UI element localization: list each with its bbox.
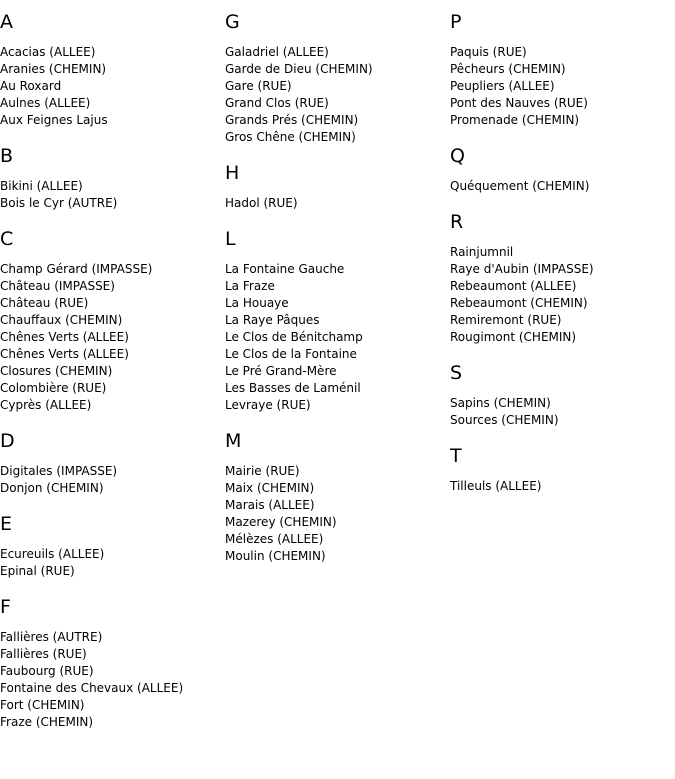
street-item: Digitales (IMPASSE) [0,464,118,478]
street-item: Le Clos de la Fontaine [225,347,357,361]
letter-heading: G [225,11,240,33]
street-item: Cyprès (ALLEE) [0,398,92,412]
letter-section [225,227,445,414]
letter-section [0,227,220,414]
letter-heading: F [0,596,11,618]
street-item: Le Pré Grand-Mère [225,364,337,378]
street-item: Fort (CHEMIN) [0,698,85,712]
street-list [225,195,445,212]
street-item: Raye d'Aubin (IMPASSE) [450,262,594,276]
letter-section [0,595,220,731]
street-item: Rebeaumont (CHEMIN) [450,296,588,310]
street-item: Pêcheurs (CHEMIN) [450,62,566,76]
street-item: Quéquement (CHEMIN) [450,179,590,193]
letter-section [450,444,670,495]
street-list [225,261,445,414]
street-item: La Fraze [225,279,275,293]
letter-heading: T [450,445,462,467]
street-item: Garde de Dieu (CHEMIN) [225,62,373,76]
index-column [450,10,670,510]
street-item: Rainjumnil [450,245,514,259]
street-item: Epinal (RUE) [0,564,75,578]
street-item: Maix (CHEMIN) [225,481,315,495]
street-item: Les Basses de Laménil [225,381,361,395]
street-item: Bois le Cyr (AUTRE) [0,196,118,210]
letter-section [450,361,670,429]
street-item: Galadriel (ALLEE) [225,45,329,59]
street-item: Ecureuils (ALLEE) [0,547,105,561]
letter-heading: H [225,162,240,184]
street-item: Chauffaux (CHEMIN) [0,313,123,327]
street-item: Promenade (CHEMIN) [450,113,580,127]
street-item: Aranies (CHEMIN) [0,62,107,76]
letter-section [450,10,670,129]
street-item: Rougimont (CHEMIN) [450,330,577,344]
street-item: Mazerey (CHEMIN) [225,515,337,529]
street-item: Fallières (AUTRE) [0,630,103,644]
street-item: La Houaye [225,296,289,310]
letter-section [0,429,220,497]
letter-heading: E [0,513,13,535]
letter-section [225,161,445,212]
letter-heading: A [0,11,13,33]
street-item: Gare (RUE) [225,79,292,93]
street-item: Bikini (ALLEE) [0,179,83,193]
street-list [225,463,445,565]
street-item: Levraye (RUE) [225,398,311,412]
street-list [0,44,220,129]
street-item: Aulnes (ALLEE) [0,96,91,110]
letter-section [225,429,445,565]
letter-heading: S [450,362,463,384]
street-item: Faubourg (RUE) [0,664,94,678]
street-item: Acacias (ALLEE) [0,45,96,59]
street-item: Hadol (RUE) [225,196,298,210]
index-column [0,10,220,746]
letter-heading: M [225,430,242,452]
street-item: Grand Clos (RUE) [225,96,329,110]
street-list [0,546,220,580]
street-list [450,395,670,429]
street-item: Mairie (RUE) [225,464,300,478]
letter-section [0,10,220,129]
street-list [0,629,220,731]
street-item: La Raye Pâques [225,313,320,327]
street-item: La Fontaine Gauche [225,262,345,276]
street-list [450,478,670,495]
street-item: Au Roxard [0,79,62,93]
street-item: Champ Gérard (IMPASSE) [0,262,153,276]
letter-heading: B [0,145,14,167]
street-list [0,463,220,497]
letter-section [450,210,670,346]
street-item: Colombière (RUE) [0,381,107,395]
street-item: Remiremont (RUE) [450,313,562,327]
letter-heading: Q [450,145,465,167]
street-item: Fallières (RUE) [0,647,87,661]
street-item: Chênes Verts (ALLEE) [0,347,129,361]
letter-heading: R [450,211,464,233]
street-item: Moulin (CHEMIN) [225,549,326,563]
letter-heading: L [225,228,236,250]
letter-section [225,10,445,146]
street-item: Fraze (CHEMIN) [0,715,94,729]
street-item: Donjon (CHEMIN) [0,481,104,495]
street-list [450,178,670,195]
street-list [0,261,220,414]
street-item: Le Clos de Bénitchamp [225,330,363,344]
street-item: Sapins (CHEMIN) [450,396,551,410]
street-item: Grands Prés (CHEMIN) [225,113,359,127]
letter-heading: P [450,11,462,33]
street-item: Fontaine des Chevaux (ALLEE) [0,681,184,695]
letter-section [0,512,220,580]
letter-heading: C [0,228,14,250]
letter-section [450,144,670,195]
letter-heading: D [0,430,15,452]
street-list [450,44,670,129]
street-item: Chênes Verts (ALLEE) [0,330,129,344]
street-item: Château (IMPASSE) [0,279,115,293]
street-item: Aux Feignes Lajus [0,113,108,127]
street-item: Mélèzes (ALLEE) [225,532,324,546]
street-list [225,44,445,146]
street-list [0,178,220,212]
street-item: Château (RUE) [0,296,89,310]
index-column [225,10,445,580]
street-item: Sources (CHEMIN) [450,413,559,427]
street-item: Gros Chêne (CHEMIN) [225,130,356,144]
street-item: Pont des Nauves (RUE) [450,96,588,110]
street-item: Marais (ALLEE) [225,498,315,512]
street-item: Peupliers (ALLEE) [450,79,555,93]
street-item: Rebeaumont (ALLEE) [450,279,577,293]
street-item: Closures (CHEMIN) [0,364,113,378]
letter-section [0,144,220,212]
street-item: Tilleuls (ALLEE) [450,479,542,493]
street-list [450,244,670,346]
street-item: Paquis (RUE) [450,45,527,59]
